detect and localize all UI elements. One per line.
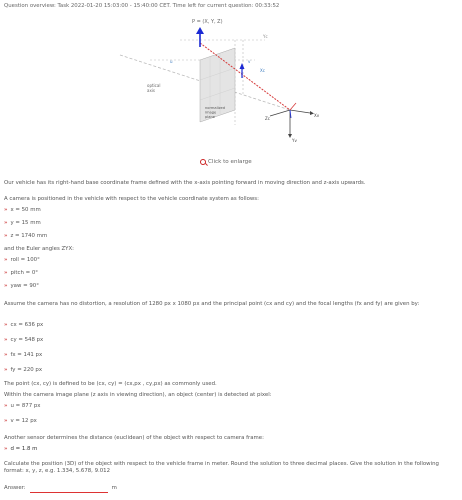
list-item-position-x: » x = 50 mm	[4, 207, 41, 213]
svg-text:Xc: Xc	[260, 68, 265, 73]
point-p-marker	[196, 27, 204, 34]
intro-text: Our vehicle has its right-hand base coordinate frame defined with the x-axis pointing forward in moving direction and z-axis upwards.	[4, 180, 366, 186]
camera-intro: Assume the camera has no distortion, a resolution of 1280 px x 1080 px and the principal point (cx and cy) and the focal lengths (fx and fy) are given by:	[4, 301, 420, 307]
position-intro: A camera is positioned in the vehicle with respect to the vehicle coordinate system as follows:	[4, 196, 259, 202]
figure-svg	[0, 0, 462, 160]
list-item-position-y: » y = 15 mm	[4, 220, 41, 226]
click-to-enlarge-label: Click to enlarge	[208, 159, 252, 165]
svg-text:Yv: Yv	[292, 138, 297, 143]
svg-text:Zc: Zc	[265, 116, 270, 121]
click-to-enlarge-link[interactable]	[200, 159, 252, 165]
list-item-distance: » d = 1.8 m	[4, 446, 38, 452]
list-item-roll: » roll = 100°	[4, 257, 40, 263]
zoom-icon	[200, 159, 206, 165]
answer-input[interactable]	[30, 483, 108, 493]
list-item-position-z: » z = 1740 mm	[4, 233, 48, 239]
list-item-fy: » fy = 220 px	[4, 367, 43, 373]
svg-text:v: v	[248, 59, 251, 64]
list-item-yaw: » yaw = 90°	[4, 283, 39, 289]
list-item-pitch: » pitch = 0°	[4, 270, 38, 276]
optical-axis-text: optical axis	[147, 83, 161, 93]
sensor-intro: Another sensor determines the distance (euclidean) of the object with respect to camera frame:	[4, 435, 264, 441]
list-item-cx: » cx = 636 px	[4, 322, 44, 328]
list-item-v: » v = 12 px	[4, 418, 37, 424]
answer-row	[4, 483, 117, 493]
task-text: Calculate the position (3D) of the object with respect to the vehicle frame in meter. Round the solution to three decimal places. Give the solution in the following format: x, y, z, e.g. 1.334, 5.678, 9.012	[4, 461, 439, 474]
principal-point-note: The point (cx, cy) is defined to be (cx, cy) = (cx,px , cy,px) as commonly used.	[4, 381, 217, 387]
list-item-cy: » cy = 548 px	[4, 337, 44, 343]
list-item-u: » u = 877 px	[4, 403, 41, 409]
question-header: Question overview: Task 2022-01-20 15:03:00 - 15:40:00 CET. Time left for current question: 00:33:52	[4, 3, 280, 9]
detect-intro: Within the camera image plane (z axis in viewing direction), an object (center) is detected at pixel:	[4, 392, 272, 398]
list-item-fx: » fx = 141 px	[4, 352, 43, 358]
image-plane-label: normalized image plane	[205, 106, 225, 119]
svg-text:u: u	[170, 59, 173, 64]
angles-intro: and the Euler angles ZYX:	[4, 246, 74, 252]
camera-geometry-figure[interactable]	[0, 0, 462, 160]
answer-label: Answer:	[4, 485, 26, 491]
svg-text:Xv: Xv	[314, 113, 320, 118]
svg-text:Yc: Yc	[263, 34, 268, 39]
point-p-label: P = (X, Y, Z)	[192, 19, 223, 25]
answer-unit: m	[111, 485, 117, 491]
